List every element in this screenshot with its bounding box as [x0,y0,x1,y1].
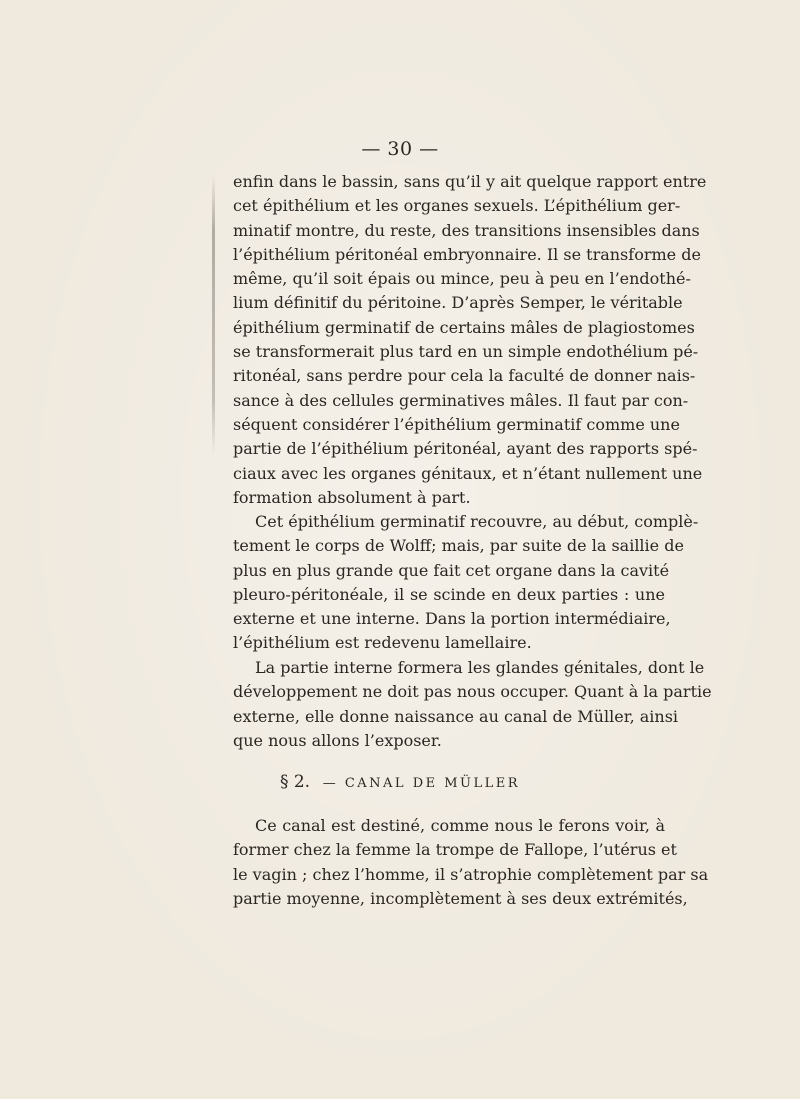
text-line: sance à des cellules germinatives mâles. Il faut par con- [233,390,689,410]
paragraph-2 [233,510,699,656]
page-number: — 30 — [361,138,439,160]
text-line: même, qu’il soit épais ou mince, peu à peu en l’endothé- [233,269,691,289]
text-line: partie de l’épithélium péritonéal, ayant des rapports spé- [233,439,698,459]
paragraph-4 [233,814,709,911]
text-line: former chez la femme la trompe de Fallope, l’utérus et [233,840,677,860]
text-line: développement ne doit pas nous occuper. Quant à la partie [233,682,712,702]
section-heading [0,772,800,792]
section-number: § 2. [279,772,311,792]
paragraph-1 [233,170,707,510]
page-edge-shadow [212,175,215,455]
text-line: externe et une interne. Dans la portion intermédiaire, [233,609,671,629]
text-line: l’épithélium péritonéal embryonnaire. Il se transforme de [233,244,701,264]
text-line: se transformerait plus tard en un simple endothélium pé- [233,342,699,362]
text-line: Cet épithélium germinatif recouvre, au début, complè- [255,512,699,531]
text-line: La partie interne formera les glandes génitales, dont le [255,658,705,677]
text-line: épithélium germinatif de certains mâles de plagiostomes [233,317,695,337]
text-line: plus en plus grande que fait cet organe dans la cavité [233,560,670,580]
text-line: pleuro-péritonéale, il se scinde en deux parties : une [233,584,665,604]
text-line: formation absolument à part. [233,487,471,507]
paragraph-3 [233,656,712,753]
text-line: lium définitif du péritoine. D’après Semper, le véritable [233,293,683,313]
text-line: cet épithélium et les organes sexuels. L’épithélium ger- [233,196,681,216]
section-title: — CANAL DE MÜLLER [322,776,521,791]
text-line: Ce canal est destiné, comme nous le ferons voir, à [255,816,665,835]
text-line: partie moyenne, incomplètement à ses deux extrémités, [233,888,688,908]
text-line: externe, elle donne naissance au canal de Müller, ainsi [233,706,679,726]
text-line: ritonéal, sans perdre pour cela la faculté de donner nais- [233,366,696,386]
text-line: l’épithélium est redevenu lamellaire. [233,633,532,653]
text-line: que nous allons l’exposer. [233,730,442,750]
text-line: séquent considérer l’épithélium germinatif comme une [233,414,680,434]
text-line: tement le corps de Wolff; mais, par suite de la saillie de [233,536,684,556]
text-line: ciaux avec les organes génitaux, et n’étant nullement une [233,463,703,483]
text-line: le vagin ; chez l’homme, il s’atrophie complètement par sa [233,864,709,884]
text-line: enfin dans le bassin, sans qu’il y ait quelque rapport entre [233,172,707,191]
text-line: minatif montre, du reste, des transitions insensibles dans [233,220,700,240]
